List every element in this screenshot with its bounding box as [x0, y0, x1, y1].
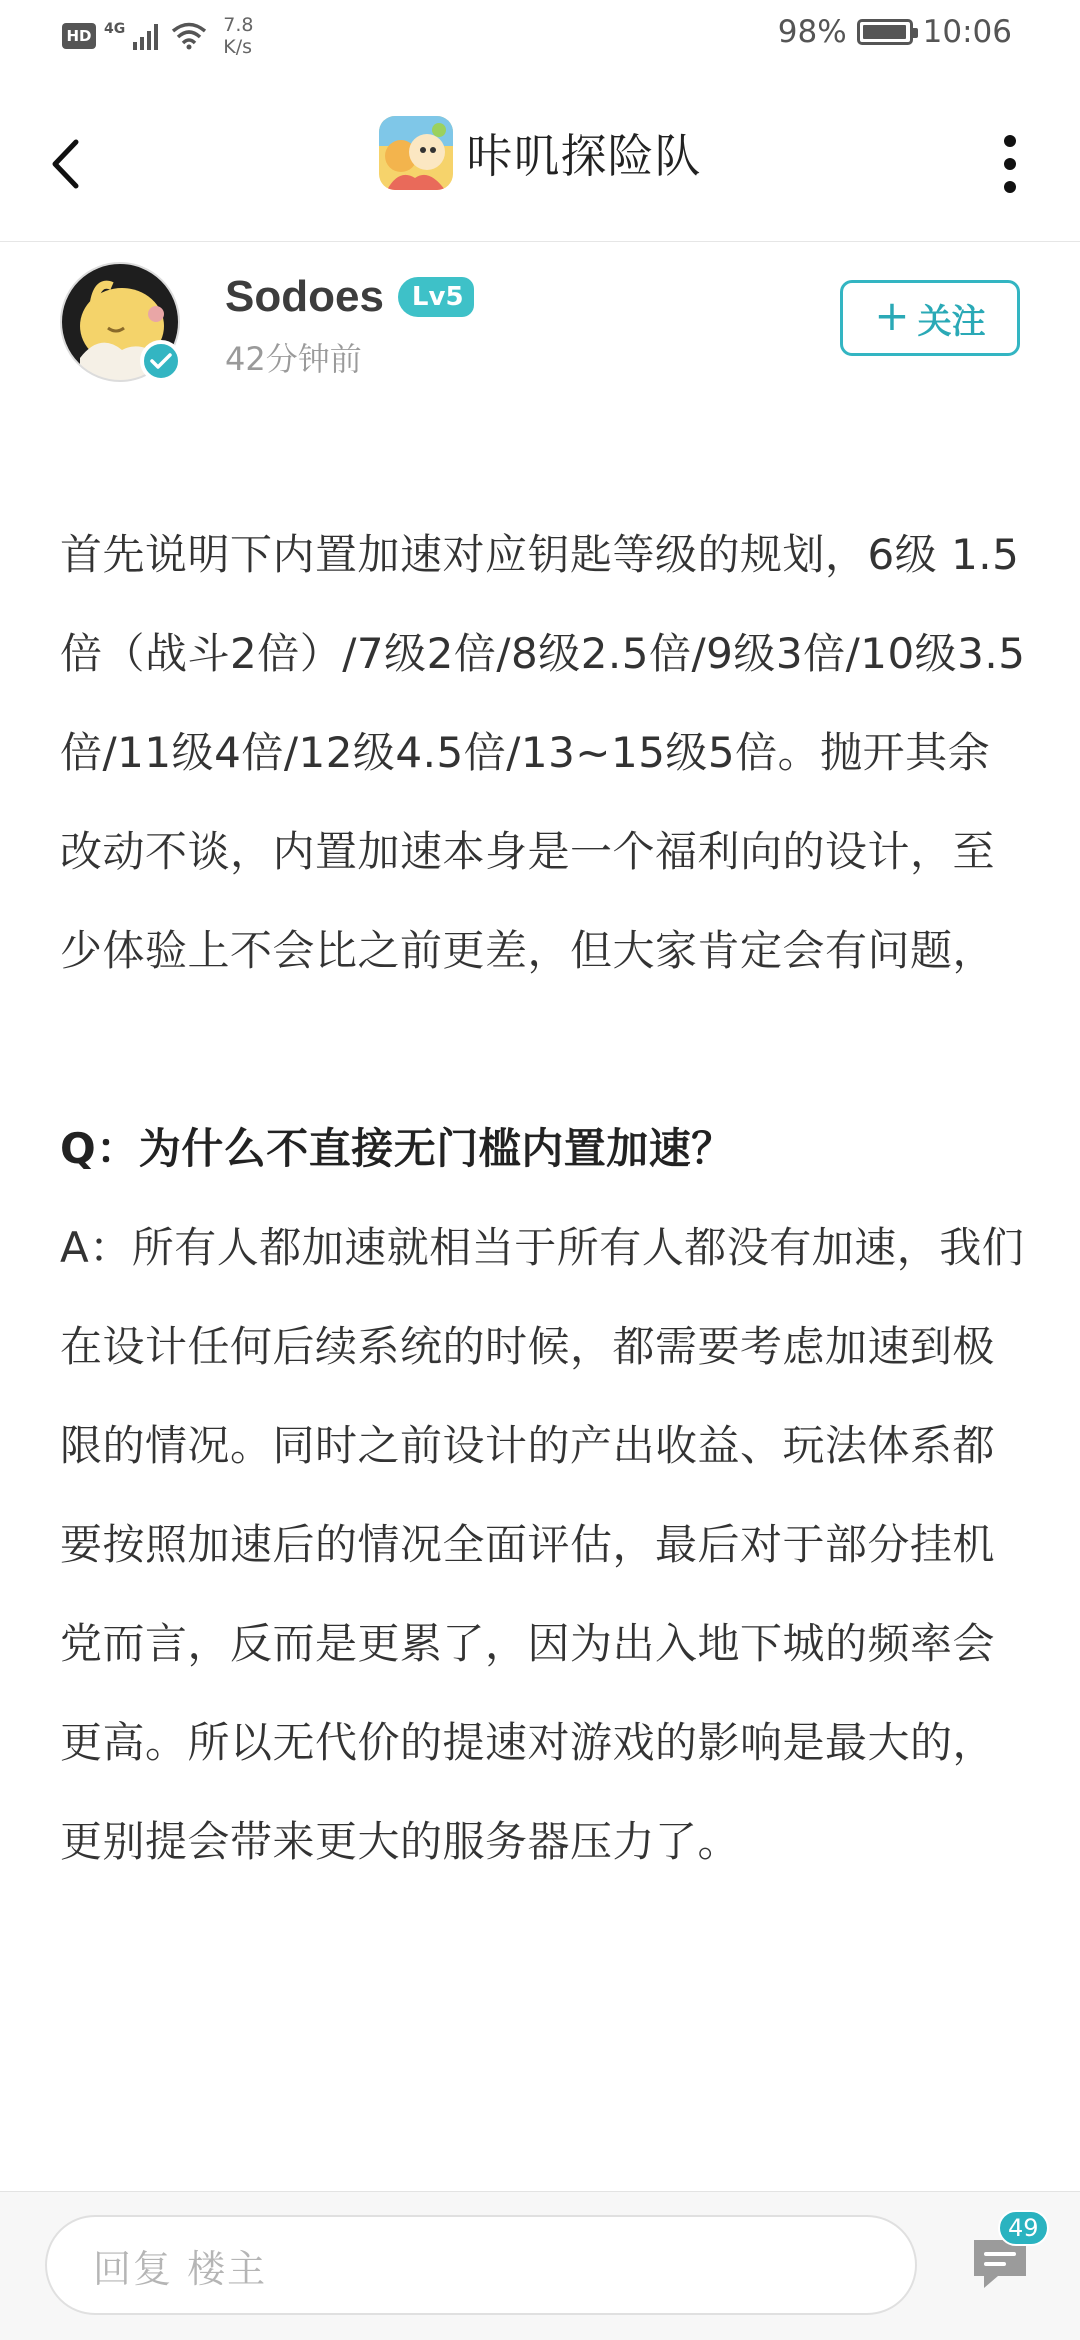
battery-percent: 98%	[777, 14, 847, 50]
signal-icon	[133, 22, 163, 50]
post-time: 42分钟前	[225, 340, 362, 378]
reply-input[interactable]: 回复 楼主	[45, 2215, 917, 2315]
plus-icon: +	[874, 291, 910, 340]
top-nav-bar	[0, 84, 1080, 242]
more-options-button[interactable]	[1000, 129, 1020, 199]
verified-check-icon	[150, 352, 172, 370]
post-content	[60, 505, 1030, 1891]
status-left	[62, 14, 253, 58]
hd-indicator: HD	[62, 23, 96, 49]
author-name-row	[225, 272, 474, 322]
network-speed	[223, 14, 253, 58]
paragraph-spacer	[60, 1000, 1030, 1099]
post-paragraph-intro: 首先说明下内置加速对应钥匙等级的规划，6级 1.5倍（战斗2倍）/7级2倍/8级2.5倍/9级3倍/10级3.5倍/11级4倍/12级4.5倍/13~15级5倍。抛开其余改动不谈，内置加速本身是一个福利向的设计，至少体验上不会比之前更差，但大家肯定会有问题，	[60, 530, 1026, 975]
nav-title-group[interactable]	[0, 116, 1080, 190]
battery-fill	[863, 25, 906, 39]
more-vertical-icon-dot	[1004, 181, 1016, 193]
status-bar	[0, 0, 1080, 75]
author-name[interactable]: Sodoes	[225, 272, 384, 321]
wifi-icon	[171, 22, 207, 50]
battery-icon	[857, 19, 913, 45]
more-vertical-icon-dot	[1004, 158, 1016, 170]
verified-badge	[140, 340, 182, 382]
comment-count-badge: 49	[998, 2210, 1049, 2246]
level-badge: Lv5	[398, 277, 474, 317]
more-vertical-icon-dot	[1004, 135, 1016, 147]
network-speed-value: 7.8	[223, 14, 254, 36]
post-answer: A：所有人都加速就相当于所有人都没有加速，我们在设计任何后续系统的时候，都需要考虑加速到极限的情况。同时之前设计的产出收益、玩法体系都要按照加速后的情况全面评估，最后对于部分挂机党而言，反而是更累了，因为出入地下城的频率会更高。所以无代价的提速对游戏的影响是最大的， 更别提会带来更大的服务器压力了。	[60, 1223, 1025, 1866]
clock: 10:06	[922, 14, 1012, 50]
game-icon	[379, 116, 453, 190]
follow-button[interactable]	[840, 280, 1020, 356]
avatar[interactable]	[60, 262, 180, 382]
author-row	[60, 262, 1020, 382]
network-type: 4G	[104, 21, 126, 37]
follow-label: 关注	[917, 301, 986, 342]
page-title: 咔叽探险队	[466, 129, 702, 183]
network-speed-unit: K/s	[223, 36, 252, 58]
bottom-reply-bar	[0, 2191, 1080, 2340]
status-right	[778, 14, 1012, 50]
post-question: Q：为什么不直接无门槛内置加速？	[60, 1124, 734, 1173]
